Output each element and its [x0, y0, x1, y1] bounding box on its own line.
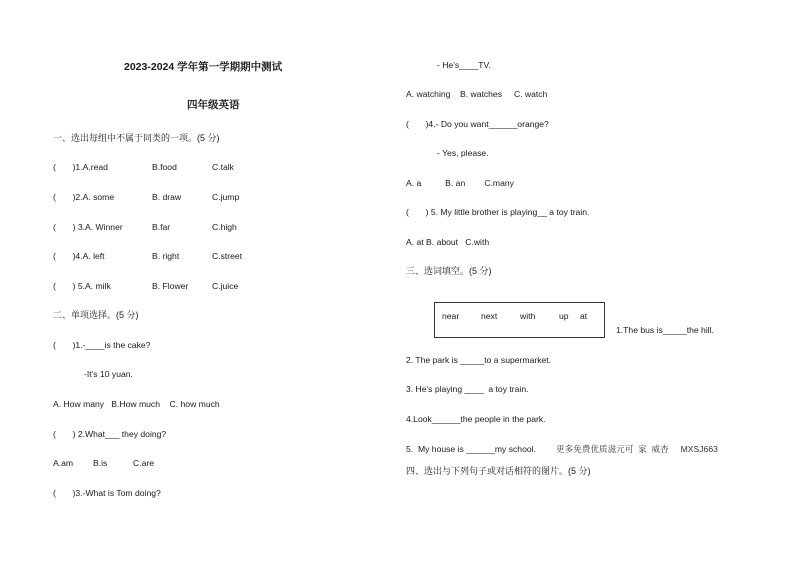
s1-item5-c: C.juice	[212, 281, 239, 291]
s2-q1: ( )1.-____is the cake?	[53, 340, 151, 350]
s1-item4-a: ( )4.A. left	[53, 251, 105, 261]
s1-item2-a: ( )2.A. some	[53, 192, 115, 202]
s1-item1-c: C.talk	[212, 162, 234, 172]
s2-q2-option-b: B.is	[93, 458, 108, 468]
section4-heading: 四、选出与下列句子或对话相符的图片。(5 分)	[406, 466, 591, 476]
s2-q2: ( ) 2.What___ they doing?	[53, 429, 167, 439]
s2-q5-options: A. at B. about C.with	[406, 237, 490, 247]
s2-q2-option-a: A.am	[53, 458, 74, 468]
s2-q3-options: A. watching B. watches C. watch	[406, 89, 548, 99]
s3-sentence1: 1.The bus is_____the hill.	[616, 325, 714, 335]
s1-item3-a: ( ) 3.A. Winner	[53, 222, 123, 232]
s2-q2-option-c: C.are	[133, 458, 155, 468]
s2-q5: ( ) 5. My little brother is playing__ a toy train.	[406, 207, 590, 217]
exam-title: 2023-2024 学年第一学期期中测试	[124, 61, 283, 73]
word-bank-up: up	[559, 311, 569, 321]
word-bank-at: at	[580, 311, 588, 321]
section1-heading: 一、选出每组中不属于同类的一项。(5 分)	[53, 133, 220, 143]
s2-q4: ( )4.- Do you want______orange?	[406, 119, 549, 129]
s1-item3-b: B.far	[152, 222, 171, 232]
s1-item1-a: ( )1.A.read	[53, 162, 108, 172]
s1-item2-c: C.jump	[212, 192, 240, 202]
s3-sentence4: 4.Look______the people in the park.	[406, 414, 546, 424]
s1-item2-b: B. draw	[152, 192, 182, 202]
s1-item4-c: C.street	[212, 251, 243, 261]
s1-item1-b: B.food	[152, 162, 177, 172]
s1-item4-b: B. right	[152, 251, 180, 261]
s2-q1-reply: -It's 10 yuan.	[84, 369, 133, 379]
s2-q3-reply: - He's____TV.	[437, 60, 491, 70]
s2-q3: ( )3.-What is Tom doing?	[53, 488, 161, 498]
s3-sentence5: 5. My house is ______my school.	[406, 444, 536, 454]
s3-sentence2: 2. The park is _____to a supermarket.	[406, 355, 552, 365]
s1-item5-a: ( ) 5.A. milk	[53, 281, 111, 291]
s2-q1-options: A. How many B.How much C. how much	[53, 399, 220, 409]
section2-heading: 二、单项选择。(5 分)	[53, 310, 139, 320]
word-bank-next: next	[481, 311, 498, 321]
s2-q4-options: A. a B. an C.many	[406, 178, 514, 188]
s2-q4-reply: - Yes, please.	[437, 148, 489, 158]
s1-item3-c: C.high	[212, 222, 237, 232]
exam-subtitle: 四年级英语	[187, 99, 240, 111]
section3-heading: 三、选词填空。(5 分)	[406, 266, 492, 276]
watermark-text: 更多免费优质滋元可 家 威杏 MXSJ663	[556, 444, 718, 454]
s3-sentence3: 3. He's playing ____ a toy train.	[406, 384, 529, 394]
word-bank-near: near	[442, 311, 460, 321]
s1-item5-b: B. Flower	[152, 281, 189, 291]
word-bank-with: with	[520, 311, 536, 321]
